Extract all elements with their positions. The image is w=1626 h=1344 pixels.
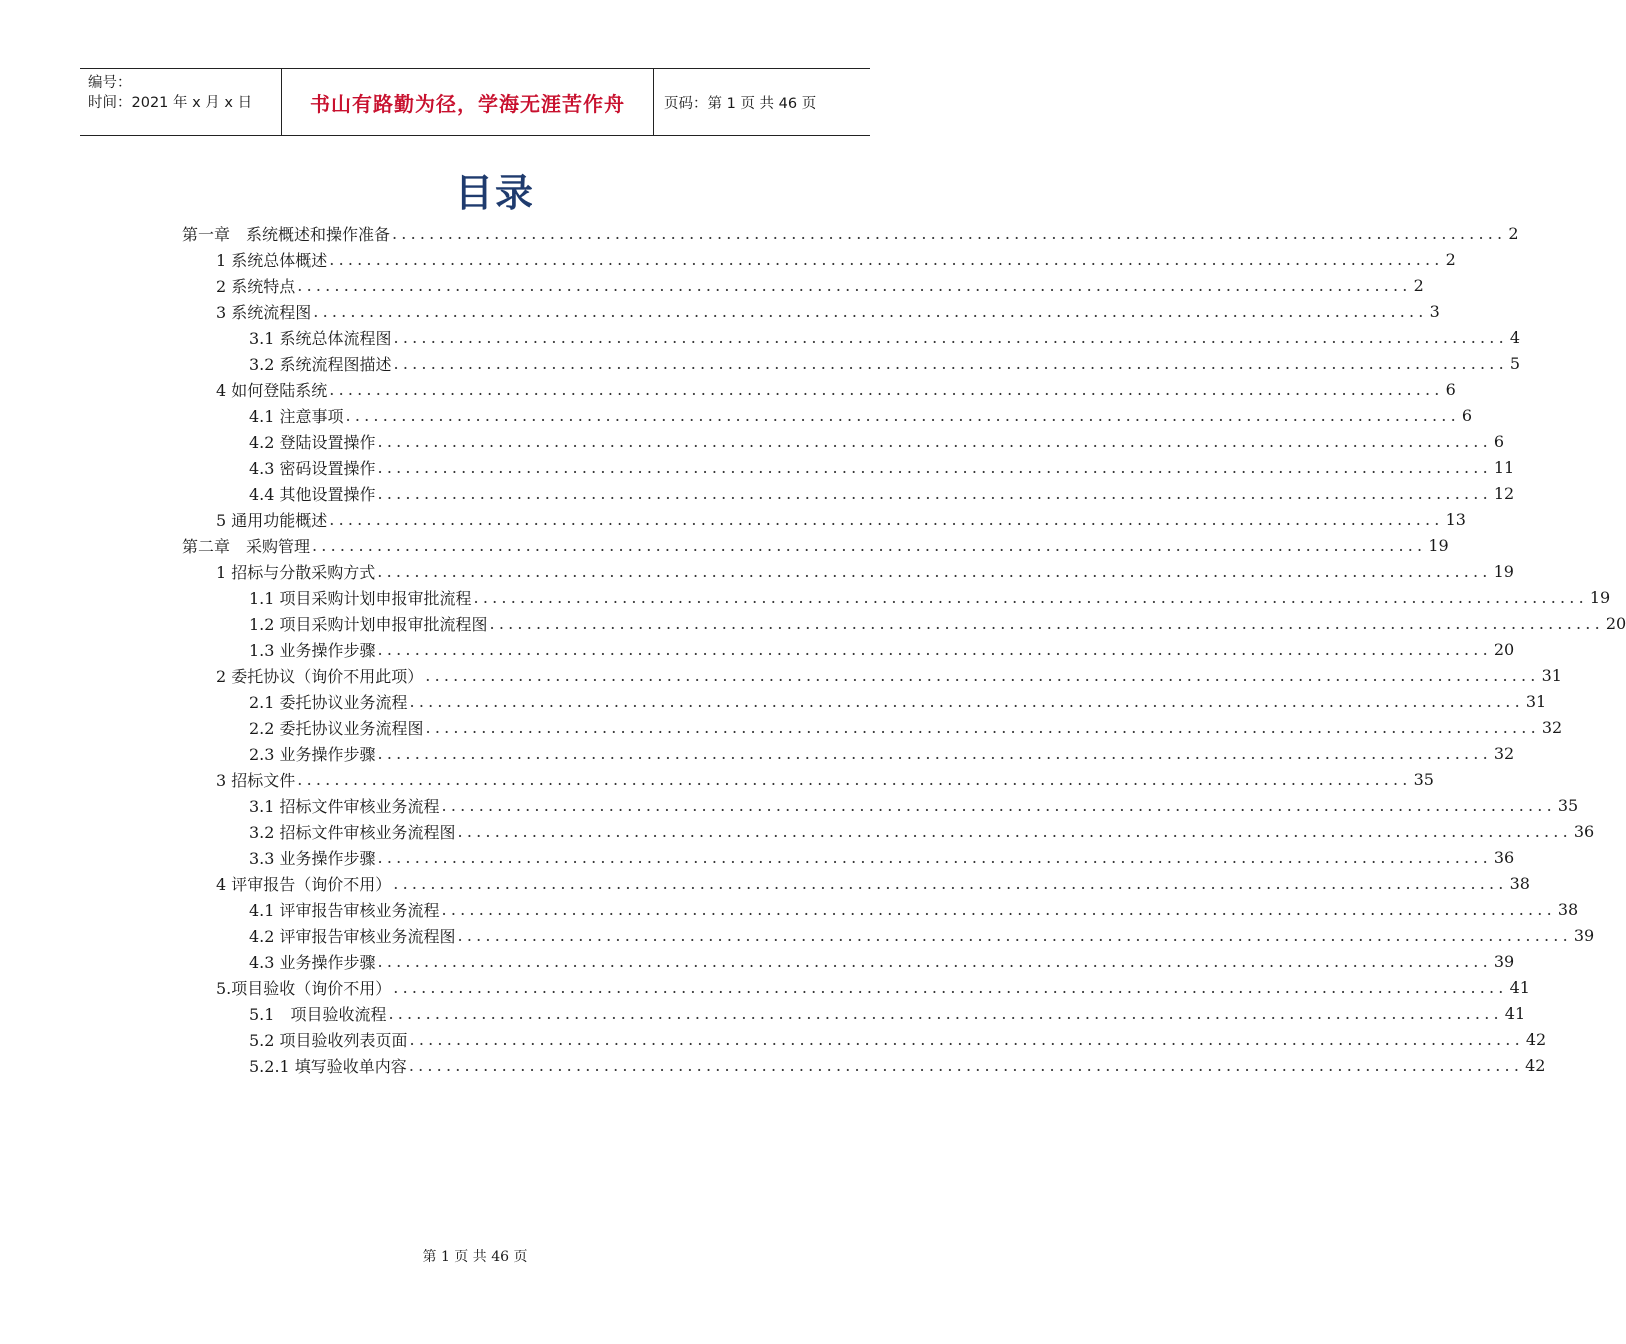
page-footer: 第 1 页 共 46 页 [422, 1249, 528, 1265]
toc-dot-leader: ........................................................................................................................ [312, 535, 1427, 555]
toc-entry-page: 6 [1493, 431, 1505, 451]
toc-entry[interactable] [182, 662, 1562, 688]
toc-entry[interactable] [182, 870, 1530, 896]
toc-dot-leader: ........................................................................................................................ [377, 951, 1492, 971]
toc-entry-title: 4.2 登陆设置操作 [249, 432, 376, 452]
header-page-number: 页码：第 1 页 共 46 页 [664, 95, 817, 112]
toc-entry[interactable] [182, 506, 1466, 532]
toc-entry-title: 5.项目验收（询价不用） [216, 978, 392, 998]
toc-entry-title: 4.1 注意事项 [249, 406, 344, 426]
toc-entry-title: 3.1 系统总体流程图 [249, 328, 392, 348]
toc-entry-page: 31 [1541, 665, 1562, 685]
toc-entry-page: 12 [1493, 483, 1515, 503]
toc-entry-page: 41 [1509, 977, 1530, 997]
toc-entry[interactable] [182, 792, 1579, 818]
toc-entry[interactable] [182, 818, 1595, 844]
toc-entry-page: 31 [1525, 691, 1547, 711]
toc-dot-leader: ........................................................................................................................ [441, 795, 1556, 815]
toc-dot-leader: ........................................................................................................................ [313, 301, 1428, 321]
toc-entry-title: 5.1 项目验收流程 [249, 1004, 387, 1024]
toc-entry-page: 38 [1557, 899, 1579, 919]
toc-entry-page: 19 [1589, 587, 1611, 607]
toc-title: 目录 [454, 171, 535, 215]
toc-entry-title: 1 招标与分散采购方式 [216, 562, 376, 582]
toc-entry[interactable] [182, 220, 1519, 246]
toc-entry-page: 42 [1525, 1055, 1546, 1075]
toc-entry-title: 1 系统总体概述 [216, 250, 328, 270]
toc-dot-leader: ........................................................................................................................ [393, 353, 1508, 373]
document-number-label: 编号： [88, 75, 132, 91]
toc-dot-leader: ........................................................................................................................ [425, 717, 1540, 737]
toc-entry-title: 4.1 评审报告审核业务流程 [249, 900, 440, 920]
toc-entry-title: 4 评审报告（询价不用） [216, 874, 392, 894]
toc-entry[interactable] [182, 350, 1521, 376]
toc-dot-leader: ........................................................................................................................ [329, 379, 1444, 399]
toc-entry-page: 39 [1493, 951, 1515, 971]
toc-entry[interactable] [182, 324, 1521, 350]
toc-entry[interactable] [182, 610, 1626, 636]
toc-dot-leader: ........................................................................................................................ [425, 665, 1540, 685]
toc-entry-page: 36 [1493, 847, 1515, 867]
toc-entry[interactable] [182, 688, 1547, 714]
toc-entry-title: 1.1 项目采购计划申报审批流程 [249, 588, 472, 608]
toc-entry-title: 4.3 业务操作步骤 [249, 952, 376, 972]
toc-entry-page: 19 [1428, 535, 1449, 555]
toc-dot-leader: ........................................................................................................................ [377, 457, 1492, 477]
toc-entry[interactable] [182, 844, 1515, 870]
toc-dot-leader: ........................................................................................................................ [377, 561, 1492, 581]
toc-entry[interactable] [182, 1052, 1546, 1078]
toc-entry[interactable] [182, 532, 1449, 558]
toc-dot-leader: ........................................................................................................................ [377, 639, 1492, 659]
toc-entry[interactable] [182, 246, 1456, 272]
toc-entry-page: 41 [1504, 1003, 1526, 1023]
toc-entry-title: 5.2 项目验收列表页面 [249, 1030, 408, 1050]
toc-dot-leader: ........................................................................................................................ [441, 899, 1556, 919]
toc-entry[interactable] [182, 896, 1579, 922]
header-page-cell [654, 69, 870, 135]
header-motto-cell [282, 69, 654, 135]
toc-entry-title: 3 系统流程图 [216, 302, 312, 322]
toc-dot-leader: ........................................................................................................................ [377, 743, 1492, 763]
toc-entry-title: 5.2.1 填写验收单内容 [249, 1056, 407, 1076]
toc-entry[interactable] [182, 1026, 1547, 1052]
toc-entry-title: 3.3 业务操作步骤 [249, 848, 376, 868]
page-header [80, 68, 870, 136]
toc-entry-title: 4.2 评审报告审核业务流程图 [249, 926, 456, 946]
toc-entry-page: 32 [1541, 717, 1563, 737]
toc-entry-title: 4.4 其他设置操作 [249, 484, 376, 504]
toc-entry-page: 11 [1493, 457, 1515, 477]
toc-entry-page: 2 [1413, 275, 1424, 295]
toc-entry-page: 32 [1493, 743, 1515, 763]
toc-entry[interactable] [182, 454, 1515, 480]
toc-entry[interactable] [182, 480, 1515, 506]
toc-entry[interactable] [182, 974, 1530, 1000]
toc-entry-title: 3.2 招标文件审核业务流程图 [249, 822, 456, 842]
toc-entry[interactable] [182, 636, 1515, 662]
toc-entry-title: 2.1 委托协议业务流程 [249, 692, 408, 712]
toc-entry-title: 2.3 业务操作步骤 [249, 744, 376, 764]
toc-dot-leader: ........................................................................................................................ [329, 509, 1444, 529]
toc-entry[interactable] [182, 298, 1440, 324]
toc-dot-leader: ........................................................................................................................ [388, 1003, 1503, 1023]
table-of-contents [182, 220, 1626, 1078]
toc-entry-page: 5 [1509, 353, 1521, 373]
document-date-label: 时间：2021 年 x 月 x 日 [88, 95, 253, 111]
toc-entry-title: 1.2 项目采购计划申报审批流程图 [249, 614, 488, 634]
toc-entry[interactable] [182, 740, 1515, 766]
toc-dot-leader: ........................................................................................................................ [345, 405, 1460, 425]
toc-entry-title: 3.2 系统流程图描述 [249, 354, 392, 374]
toc-dot-leader: ........................................................................................................................ [409, 1029, 1524, 1049]
toc-entry-title: 2.2 委托协议业务流程图 [249, 718, 424, 738]
toc-dot-leader: ........................................................................................................................ [393, 873, 1508, 893]
toc-dot-leader: ........................................................................................................................ [297, 769, 1412, 789]
toc-dot-leader: ........................................................................................................................ [377, 847, 1492, 867]
toc-entry-page: 3 [1429, 301, 1440, 321]
toc-entry[interactable] [182, 402, 1473, 428]
toc-entry-page: 6 [1445, 379, 1456, 399]
toc-dot-leader: ........................................................................................................................ [392, 223, 1507, 243]
toc-entry[interactable] [182, 428, 1505, 454]
toc-entry-title: 第一章 系统概述和操作准备 [182, 224, 391, 244]
toc-entry-title: 5 通用功能概述 [216, 510, 328, 530]
toc-entry[interactable] [182, 1000, 1526, 1026]
toc-entry[interactable] [182, 558, 1514, 584]
header-meta-cell [80, 69, 282, 135]
toc-dot-leader: ........................................................................................................................ [329, 249, 1444, 269]
toc-dot-leader: ........................................................................................................................ [393, 327, 1508, 347]
toc-entry[interactable] [182, 376, 1456, 402]
toc-entry[interactable] [182, 766, 1434, 792]
toc-dot-leader: ........................................................................................................................ [297, 275, 1412, 295]
toc-entry-page: 20 [1493, 639, 1515, 659]
toc-entry[interactable] [182, 272, 1424, 298]
toc-entry-title: 3 招标文件 [216, 770, 296, 790]
toc-entry-page: 39 [1573, 925, 1595, 945]
toc-entry-title: 2 系统特点 [216, 276, 296, 296]
header-motto: 书山有路勤为径，学海无涯苦作舟 [310, 91, 625, 116]
toc-entry-page: 13 [1445, 509, 1466, 529]
toc-entry-page: 2 [1508, 223, 1519, 243]
toc-entry-title: 3.1 招标文件审核业务流程 [249, 796, 440, 816]
toc-entry[interactable] [182, 714, 1563, 740]
toc-entry[interactable] [182, 584, 1611, 610]
toc-dot-leader: ........................................................................................................................ [457, 925, 1572, 945]
toc-dot-leader: ........................................................................................................................ [457, 821, 1572, 841]
toc-entry[interactable] [182, 922, 1595, 948]
toc-entry-page: 35 [1557, 795, 1579, 815]
toc-entry-page: 19 [1493, 561, 1514, 581]
toc-dot-leader: ........................................................................................................................ [489, 613, 1604, 633]
toc-entry-page: 36 [1573, 821, 1595, 841]
toc-dot-leader: ........................................................................................................................ [377, 483, 1492, 503]
toc-entry-title: 4.3 密码设置操作 [249, 458, 376, 478]
toc-dot-leader: ........................................................................................................................ [408, 1055, 1524, 1075]
toc-dot-leader: ........................................................................................................................ [393, 977, 1508, 997]
toc-entry-title: 2 委托协议（询价不用此项） [216, 666, 424, 686]
toc-entry-page: 42 [1525, 1029, 1547, 1049]
toc-entry[interactable] [182, 948, 1515, 974]
toc-dot-leader: ........................................................................................................................ [377, 431, 1492, 451]
toc-entry-page: 38 [1509, 873, 1530, 893]
toc-entry-title: 第二章 采购管理 [182, 536, 311, 556]
toc-entry-title: 4 如何登陆系统 [216, 380, 328, 400]
toc-dot-leader: ........................................................................................................................ [409, 691, 1524, 711]
toc-entry-page: 20 [1605, 613, 1626, 633]
toc-entry-page: 35 [1413, 769, 1434, 789]
toc-dot-leader: ........................................................................................................................ [473, 587, 1588, 607]
toc-entry-page: 6 [1461, 405, 1473, 425]
toc-entry-title: 1.3 业务操作步骤 [249, 640, 376, 660]
toc-entry-page: 4 [1509, 327, 1521, 347]
toc-entry-page: 2 [1445, 249, 1456, 269]
